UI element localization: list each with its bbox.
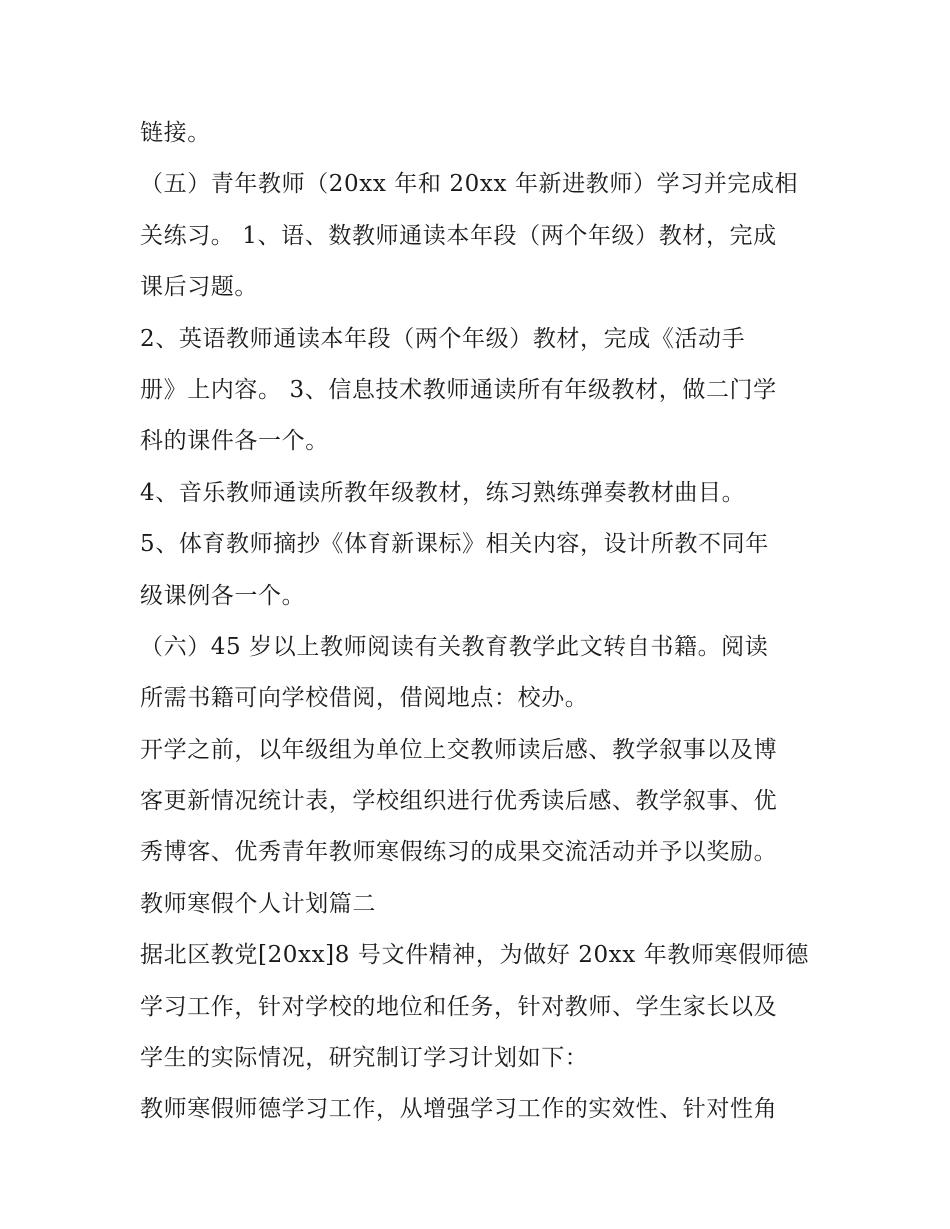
text-line: 关练习。 1、语、数教师通读本年段（两个年级）教材，完成 bbox=[140, 222, 777, 249]
text-line: 5、体育教师摘抄《体育新课标》相关内容，设计所教不同年 bbox=[140, 531, 769, 558]
text-line: 级课例各一个。 bbox=[140, 582, 306, 609]
text-line: （五）青年教师（20xx 年和 20xx 年新进教师）学习并完成相 bbox=[140, 171, 799, 198]
text-line: 客更新情况统计表，学校组织进行优秀读后感、教学叙事、优 bbox=[140, 788, 778, 815]
text-line: 2、英语教师通读本年段（两个年级）教材，完成《活动手 bbox=[140, 325, 746, 352]
text-line: 4、音乐教师通读所教年级教材，练习熟练弹奏教材曲目。 bbox=[140, 479, 746, 506]
text-line: 秀博客、优秀青年教师寒假练习的成果交流活动并予以奖励。 bbox=[140, 839, 778, 866]
text-line: 链接。 bbox=[140, 120, 211, 146]
text-line: 课后习题。 bbox=[140, 274, 258, 301]
text-line: 学生的实际情况，研究制订学习计划如下： bbox=[140, 1045, 589, 1072]
text-line: 册》上内容。 3、信息技术教师通读所有年级教材，做二门学 bbox=[140, 376, 777, 403]
text-line: 据北区教党[20xx]8 号文件精神，为做好 20xx 年教师寒假师德 bbox=[140, 942, 809, 969]
text-line: 学习工作，针对学校的地位和任务，针对教师、学生家长以及 bbox=[140, 993, 778, 1020]
section-heading: 教师寒假个人计划篇二 bbox=[140, 890, 376, 917]
text-line: 所需书籍可向学校借阅，借阅地点：校办。 bbox=[140, 685, 589, 712]
text-line: （六）45 岁以上教师阅读有关教育教学此文转自书籍。阅读 bbox=[140, 633, 769, 660]
text-line: 教师寒假师德学习工作，从增强学习工作的实效性、针对性角 bbox=[140, 1096, 778, 1123]
text-line: 开学之前，以年级组为单位上交教师读后感、教学叙事以及博 bbox=[140, 736, 778, 763]
document-body bbox=[140, 108, 820, 1136]
text-line: 科的课件各一个。 bbox=[140, 428, 329, 455]
